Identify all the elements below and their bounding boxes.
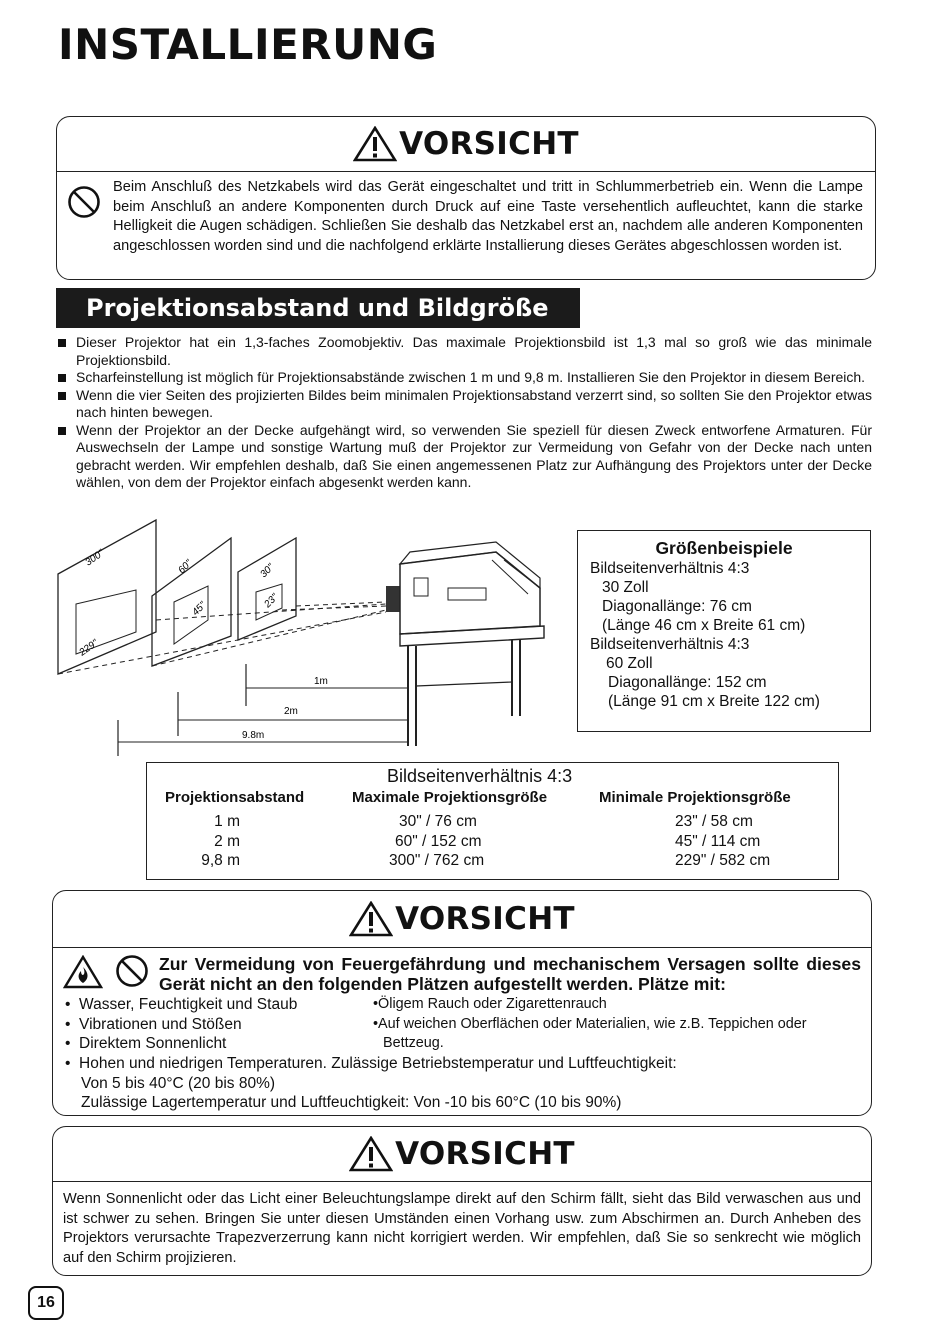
table-cell: 9,8 m (201, 852, 240, 869)
table-cell: 300" / 762 cm (389, 852, 485, 869)
screen-label: 45" (190, 599, 209, 619)
caution-heading: VORSICHT (395, 1136, 575, 1172)
list-item: Scharfeinstellung ist möglich für Projektionsabstände zwischen 1 m und 9,8 m. Installieren Sie den Projektor in diesem Bereich. (58, 369, 872, 387)
distance-label: 1m (314, 676, 328, 687)
size-example-line: Bildseitenverhältnis 4:3 (590, 636, 750, 653)
size-examples-box (577, 530, 871, 732)
screen-label: 300" (83, 547, 107, 569)
right-item-list (373, 995, 863, 1054)
table-header: Minimale Projektionsgröße (599, 789, 791, 806)
caution-box-placement (52, 890, 872, 1116)
size-example-line: Bildseitenverhältnis 4:3 (590, 560, 750, 577)
list-item: Wenn der Projektor an der Decke aufgehängt wird, so verwenden Sie speziell für diesen Zweck entworfene Armaturen. Für Auswechseln der Lampe und sonstige Wartung muß der Projektor zur Vermeidung von Gefahr von der Decke nach unten gebracht werden. Wir empfehlen deshalb, daß Sie einen angemessenen Platz zur Aufhängung des Projektors unter der Decke wählen, von dem der Projektor einfach abgesenkt werden kann. (58, 422, 872, 492)
table-cell: 229" / 582 cm (675, 852, 771, 869)
list-item: • Wasser, Feuchtigkeit und Staub (65, 996, 298, 1013)
caution-header (53, 1127, 871, 1182)
table-cell: 23" / 58 cm (675, 813, 753, 830)
size-example-line: Diagonallänge: 76 cm (602, 598, 752, 615)
table-cell: 60" / 152 cm (395, 833, 482, 850)
size-example-line: Diagonallänge: 152 cm (608, 674, 767, 691)
size-example-line: 30 Zoll (602, 579, 649, 596)
list-item: • Direktem Sonnenlicht (65, 1035, 227, 1052)
warning-triangle-icon (349, 1136, 393, 1172)
screen-label: 30" (258, 561, 277, 581)
caution-lead-text: Zur Vermeidung von Feuergefährdung und mechanischem Versagen sollte dieses Gerät nicht an den folgenden Plätzen aufgestellt werden. Plätze mit: (159, 954, 861, 994)
caution-header (57, 117, 875, 172)
table-title: Bildseitenverhältnis 4:3 (387, 766, 573, 786)
prohibition-icon (115, 954, 149, 988)
caution-text: Wenn Sonnenlicht oder das Licht einer Beleuchtungslampe direkt auf den Schirm fällt, sieht das Bild verwaschen aus und ist schwer zu sehen. Bringen Sie unter diesen Umständen einen Vorhang usw. zum Abschirmen an. Durch Anheben des Projektors verursachte Trapezverzerrung kann nicht korrigiert werden. Wir empfehlen, daß Sie so senkrecht wie möglich auf den Schirm projizieren. (63, 1191, 861, 1266)
list-item: • Hohen und niedrigen Temperaturen. Zulässige Betriebstemperatur und Luftfeuchtigkeit: (65, 1055, 677, 1072)
caution-text: Beim Anschluß des Netzkabels wird das Gerät eingeschaltet und tritt in Schlummerbetrieb ein. Wenn die Lampe beim Anschluß an andere Komponenten durch Druck auf eine Taste versehentlich aufleuchtet, kann die starke Helligkeit die Augen schädigen. Schließen Sie deshalb das Netzkabel erst an, nachdem alle anderen Komponenten angeschlossen worden sind und die nachfolgend erklärte Installierung dieses Gerätes abgeschlossen worden ist. (113, 179, 863, 254)
table-cell: 1 m (214, 813, 240, 830)
list-item: Dieser Projektor hat ein 1,3-faches Zoomobjektiv. Das maximale Projektionsbild ist 1,3 mal so groß wie das minimale Projektionsbild. (58, 334, 872, 369)
caution-heading: VORSICHT (395, 901, 575, 937)
size-example-line: 60 Zoll (606, 655, 653, 672)
screen-label: 229" (77, 637, 101, 659)
caution-box-sunlight (52, 1126, 872, 1276)
temperature-line: Von 5 bis 40°C (20 bis 80%) (81, 1074, 276, 1092)
fire-warning-icon (63, 955, 103, 989)
table-header: Maximale Projektionsgröße (352, 789, 548, 806)
list-item: Wenn die vier Seiten des projizierten Bildes beim minimalen Projektionsabstand verzerrt sind, so sollten Sie den Projektor etwas nach hinten bewegen. (58, 387, 872, 422)
page-number: 16 (28, 1286, 64, 1320)
list-item: •Auf weichen Oberflächen oder Materialien, wie z.B. Teppichen oder Bettzeug. (373, 1015, 807, 1051)
table-cell: 2 m (214, 833, 240, 850)
warning-triangle-icon (353, 126, 397, 162)
caution-box-power (56, 116, 876, 280)
size-examples-title: Größenbeispiele (655, 538, 793, 558)
screen-label: 60" (176, 557, 195, 577)
projection-diagram (56, 516, 566, 766)
table-header: Projektionsabstand (165, 789, 305, 806)
bullet-list (58, 334, 872, 492)
distance-label: 2m (284, 706, 298, 717)
list-item: • Vibrationen und Stößen (65, 1015, 242, 1033)
temperature-line: Zulässige Lagertemperatur und Luftfeuchtigkeit: Von -10 bis 60°C (10 bis 90%) (81, 1094, 622, 1111)
temperature-item (65, 1054, 845, 1113)
table-cell: 45" / 114 cm (675, 833, 761, 850)
left-item-list (65, 995, 365, 1054)
screen-label: 23" (262, 591, 281, 611)
page-title: INSTALLIERUNG (58, 20, 438, 69)
table-cell: 30" / 76 cm (399, 813, 477, 830)
list-item: •Öligem Rauch oder Zigarettenrauch (373, 996, 607, 1012)
prohibition-icon (67, 185, 101, 219)
warning-triangle-icon (349, 901, 393, 937)
projection-size-table (146, 762, 839, 880)
size-example-line: (Länge 46 cm x Breite 61 cm) (602, 617, 806, 634)
size-example-line: (Länge 91 cm x Breite 122 cm) (608, 693, 820, 710)
caution-header (53, 891, 871, 948)
caution-heading: VORSICHT (399, 126, 579, 162)
section-heading: Projektionsabstand und Bildgröße (56, 288, 580, 328)
distance-label: 9.8m (242, 730, 265, 741)
